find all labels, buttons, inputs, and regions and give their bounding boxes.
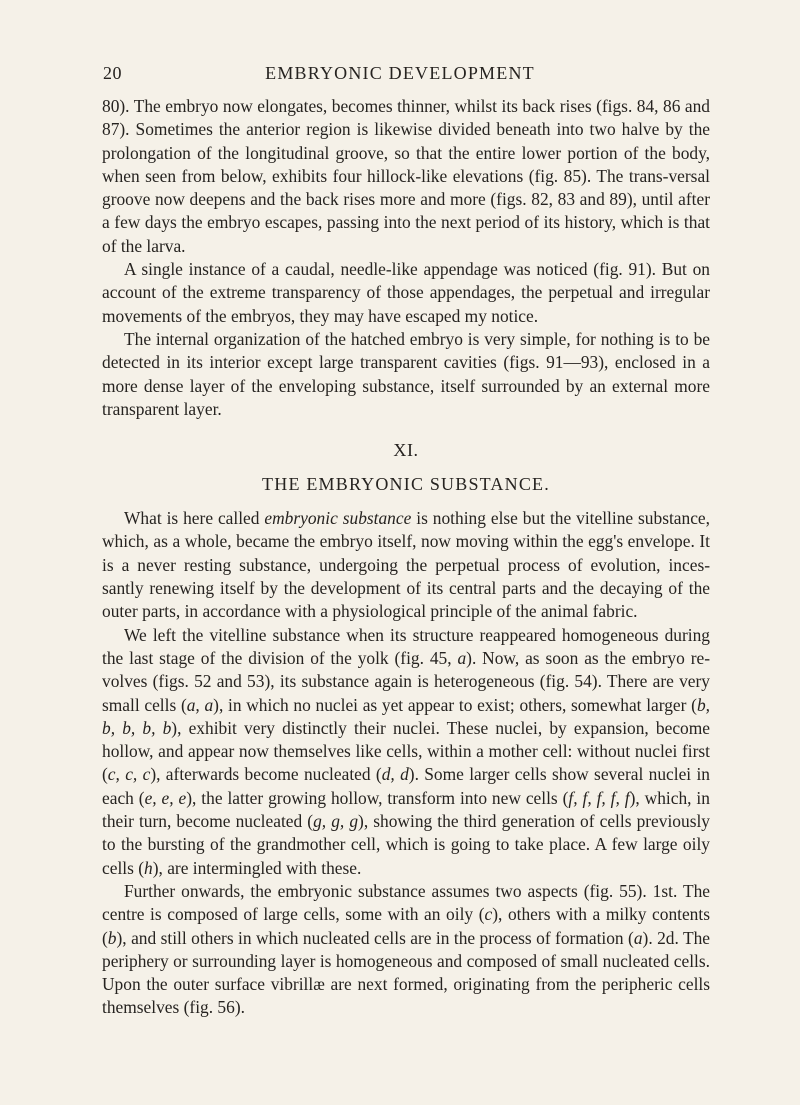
emphasis: f, f, f, f, f [568, 787, 630, 808]
text-run: is nothing else but the vitelline substance, which, as a whole, became the embryo itself, now moving within the egg's envelope. It is a never resting substance, undergoing the perpetual process of evolution, inces-santly renewing itself by the development of its central parts and the decaying of the outer parts, in accordance with a physiological principle of the animal fabric. [102, 508, 710, 622]
text-run: ). 2d. The periphery or surrounding layer is homogeneous and composed of small nucleated cells. Upon the outer surface vibrillæ are next formed, originating from the peripheric cells themselves (fig. 56). [102, 927, 710, 1018]
emphasis: c, c, c [107, 764, 151, 785]
text-run: Further onwards, the embryonic substance assumes two aspects (fig. 55). 1st. The centre is composed of large cells, some with an oily ( [102, 880, 710, 925]
emphasis: b [107, 927, 117, 948]
text-run: ), are intermingled with these. [152, 857, 362, 878]
emphasis: c [484, 904, 493, 925]
emphasis: e, e, e [144, 787, 187, 808]
text-run: ), showing the third generation of cells previously to the bursting of the grandmother cell, which is going to take place. A few large oily cells ( [102, 811, 710, 878]
emphasis: a [457, 647, 467, 668]
emphasis: d, d [381, 764, 409, 785]
paragraph [102, 624, 710, 880]
emphasis: h [144, 857, 153, 878]
text-run: ), the latter growing hollow, transform into new cells ( [186, 787, 569, 808]
emphasis: a [633, 927, 643, 948]
text-run: ), in which no nuclei as yet appear to exist; others, somewhat larger ( [213, 694, 697, 715]
paragraph: The internal organization of the hatched embryo is very simple, for nothing is to be detected in its interior except large transparent cavities (figs. 91—93), enclosed in a more dense layer of the enveloping substance, itself surrounded by an external more transparent layer. [102, 328, 710, 419]
text-run: ), which, in their turn, become nucleated ( [102, 787, 710, 832]
text-run: ), exhibit very distinctly their nuclei. These nuclei, by expansion, become hollow, and appear now themselves like cells, within a mother cell: without nuclei first ( [102, 717, 710, 785]
running-head: EMBRYONIC DEVELOPMENT [265, 63, 535, 83]
page-number: 20 [103, 63, 122, 83]
text-run: ). Some larger cells show several nuclei in each ( [102, 764, 710, 808]
text-run: ). Now, as soon as the embryo re-volves (figs. 52 and 53), its substance again is heterogeneous (fig. 54). There are very small cells ( [102, 647, 710, 715]
text-run: ), afterwards become nucleated ( [150, 764, 382, 785]
paragraph: A single instance of a caudal, needle-like appendage was noticed (fig. 91). But on account of the extreme transparency of those appendages, the perpetual and irregular movements of the embryos, they may have escaped my notice. [102, 259, 710, 326]
page-body [102, 95, 710, 1020]
section-title: THE EMBRYONIC SUBSTANCE. [262, 474, 550, 495]
text-run: What is here called [124, 508, 265, 529]
emphasis: b, b, b, b, b [102, 694, 710, 738]
emphasis: g, g, g [313, 811, 359, 832]
page-header [0, 63, 800, 91]
text-run: ), others with a milky contents ( [102, 904, 710, 948]
emphasis: a, a [186, 694, 214, 715]
text-run: ), and still others in which nucleated cells are in the process of formation ( [116, 927, 634, 948]
section-number: XI. [393, 440, 419, 461]
paragraph [102, 880, 710, 1020]
text-run: We left the vitelline substance when its structure reappeared homogeneous during the last stage of the division of the yolk (fig. 45, [102, 624, 710, 668]
paragraph: 80). The embryo now elongates, becomes thinner, whilst its back rises (figs. 84, 86 and 87). Sometimes the anterior region is likewise divided beneath into two halve by the prolongation of the longitudinal groove, so that the entire lower portion of the body, when seen from below, exhibits four hillock-like elevations (fig. 85). The trans-versal groove now deepens and the back rises more and more (figs. 82, 83 and 89), until after a few days the embryo escapes, passing into the next period of its history, which is that of the larva. [102, 96, 710, 256]
emphasis: embryonic substance [264, 508, 412, 529]
paragraph [102, 507, 710, 623]
